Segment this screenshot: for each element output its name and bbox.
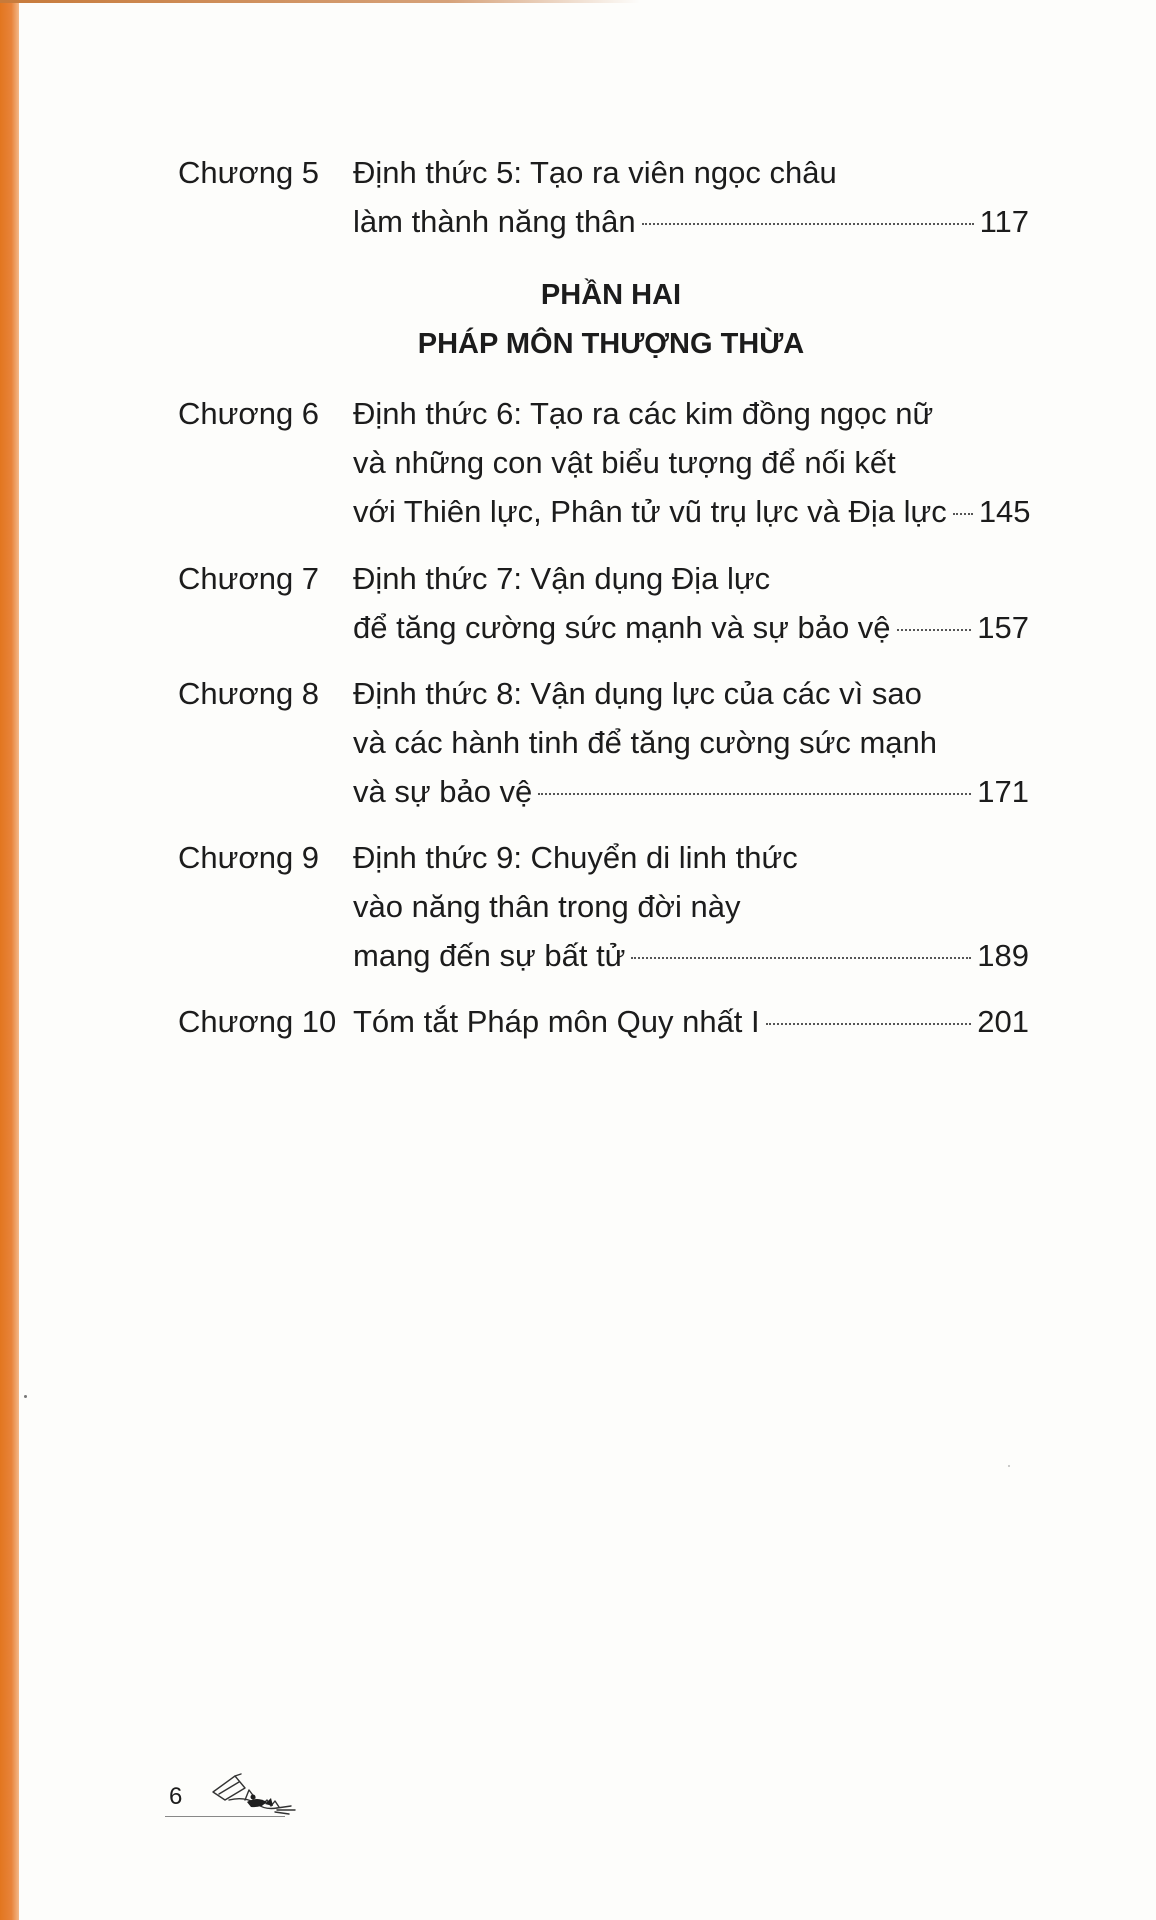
title-line: để tăng cường sức mạnh và sự bảo vệ [353, 610, 891, 645]
title-line: Định thức 9: Chuyển di linh thức [353, 840, 798, 875]
chapter-label: Chương 6 [178, 396, 320, 431]
title-line: Định thức 8: Vận dụng lực của các vì sao [353, 676, 922, 711]
title-line: và các hành tinh để tăng cường sức mạnh [353, 725, 938, 760]
dot-leader [766, 1023, 972, 1025]
orange-spine-edge [0, 0, 19, 1920]
title-line: Định thức 5: Tạo ra viên ngọc châu [353, 155, 837, 190]
page-number: 171 [977, 774, 1029, 809]
title-line: Định thức 6: Tạo ra các kim đồng ngọc nữ [353, 396, 934, 431]
title-line: Tóm tắt Pháp môn Quy nhất I [353, 1004, 760, 1039]
chapter-label: Chương 10 [178, 1004, 337, 1039]
page-number: 145 [978, 494, 1031, 529]
entry-title [353, 389, 1029, 536]
title-line: làm thành năng thân [353, 204, 636, 239]
title-last-line [353, 603, 1029, 652]
scan-speck [1008, 1465, 1010, 1467]
title-line: với Thiên lực, Phân tử vũ trụ lực và Địa lực [353, 494, 947, 529]
entry-title [353, 148, 1029, 246]
page-number: 189 [977, 938, 1029, 973]
dot-leader [897, 629, 972, 631]
title-line: mang đến sự bất tử [353, 938, 626, 973]
top-edge-strip [0, 0, 640, 3]
chapter-label: Chương 5 [178, 155, 320, 190]
page-number: 201 [977, 1004, 1029, 1039]
title-last-line [353, 197, 1029, 246]
title-line: vào năng thân trong đời này [353, 889, 741, 924]
chapter-label: Chương 8 [178, 676, 320, 711]
page-number: 157 [977, 610, 1029, 645]
title-line: Định thức 7: Vận dụng Địa lực [353, 561, 771, 596]
title-line: và những con vật biểu tượng để nối kết [353, 445, 896, 480]
entry-title [353, 997, 1029, 1046]
title-last-line [353, 767, 1029, 816]
title-last-line [353, 931, 1029, 980]
title-last-line [353, 487, 1029, 536]
chapter-label: Chương 7 [178, 561, 320, 596]
dot-leader [953, 513, 973, 515]
dot-leader [631, 957, 971, 959]
entry-title [353, 554, 1029, 652]
chapter-label: Chương 9 [178, 840, 320, 875]
entry-title [353, 669, 1029, 816]
title-last-line [353, 997, 1029, 1046]
title-line: và sự bảo vệ [353, 774, 533, 809]
dot-leader [642, 223, 974, 225]
page-footer [165, 1770, 315, 1820]
entry-title [353, 833, 1029, 980]
part-subheading: PHÁP MÔN THƯỢNG THỪA [417, 328, 805, 360]
footer-page-number: 6 [169, 1783, 183, 1810]
scan-speck [24, 1395, 27, 1398]
page-number: 117 [979, 204, 1029, 239]
bird-ornament-icon [205, 1770, 305, 1818]
dot-leader [538, 793, 971, 795]
part-heading: PHẦN HAI [540, 279, 682, 311]
